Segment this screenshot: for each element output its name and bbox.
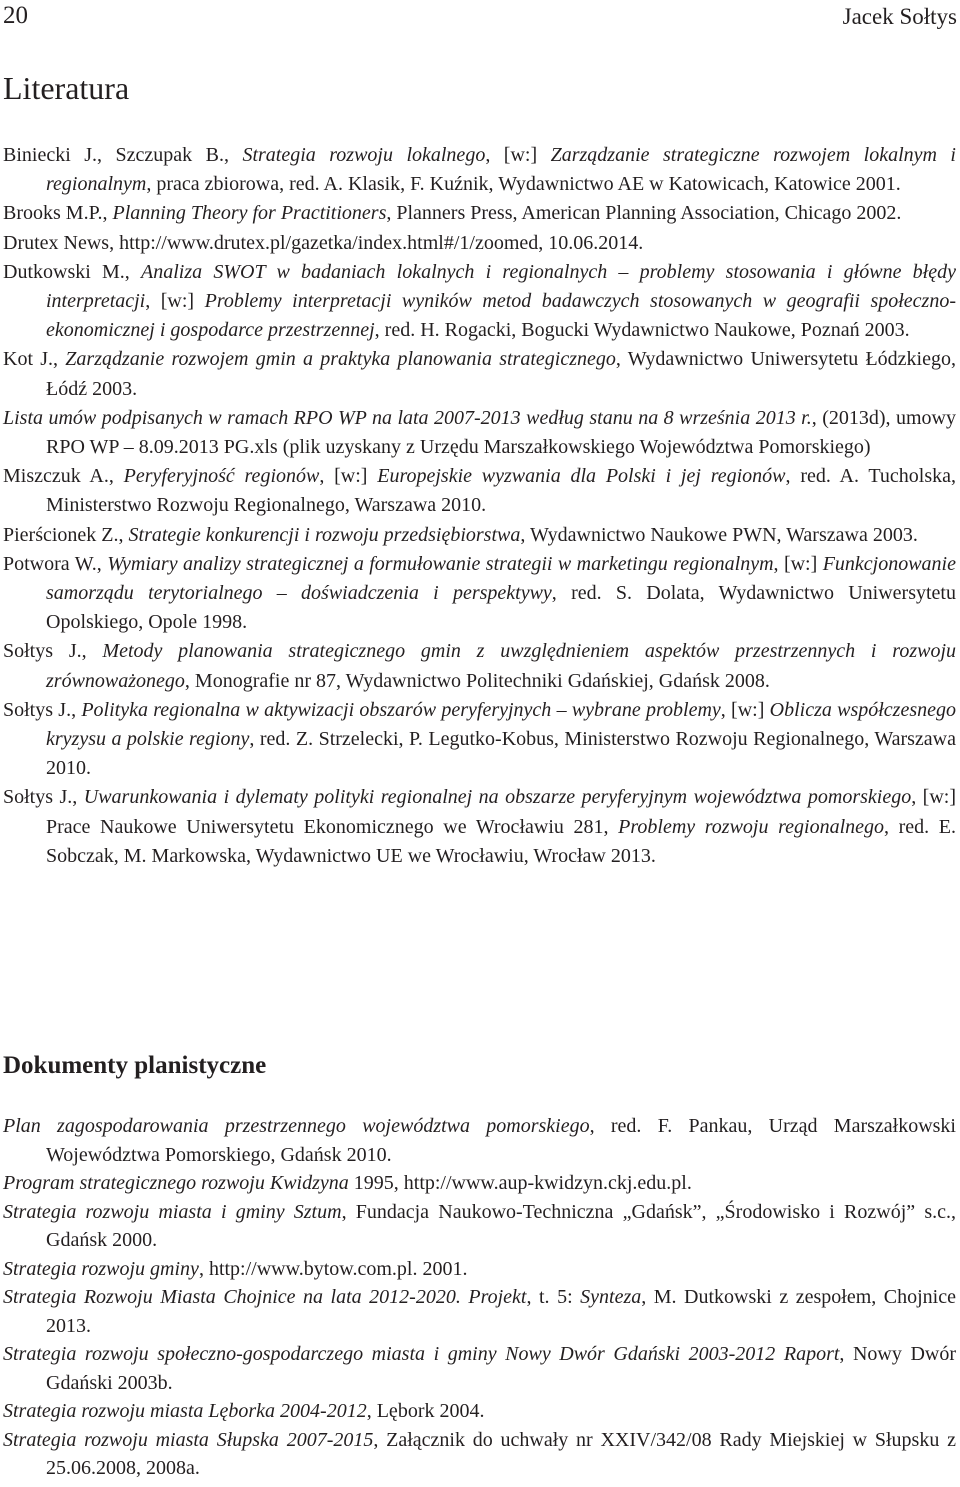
entry-title-text: Lista umów podpisanych w ramach RPO WP na lata 2007-2013 według stanu na 8 września 2013 r. — [3, 406, 812, 429]
entry-title-text: Europejskie wyzwania dla Polski i jej regionów — [377, 465, 786, 488]
entry-title-text: Strategia rozwoju społeczno-gospodarczego miasta i gminy Nowy Dwór Gdański 2003-2012 Raport — [3, 1343, 840, 1365]
entry-text: Dutkowski M., — [3, 260, 142, 283]
entry-text: Sołtys J., — [3, 698, 82, 721]
entry-text: , [w:] — [145, 290, 205, 313]
entry-title-text: Strategie konkurencji i rozwoju przedsiębiorstwa — [128, 523, 521, 546]
entry-title-text: Strategia rozwoju miasta Lęborka 2004-2012 — [3, 1400, 367, 1422]
entry-text: Potwora W., — [3, 552, 108, 575]
list-item — [3, 345, 956, 403]
entry-text: , [w:] — [773, 552, 823, 575]
entry-title-text: Program strategicznego rozwoju Kwidzyna — [3, 1172, 349, 1194]
entry-text: Drutex News, http://www.drutex.pl/gazetka/index.html#/1/zoomed, 10.06.2014. — [3, 231, 644, 254]
page-header — [0, 0, 960, 40]
entry-text: , red. F. Pankau, Urząd Marszałkowski Województwa Pomorskiego, Gdańsk 2010. — [46, 1115, 956, 1166]
entry-title-text: Strategia rozwoju gminy — [3, 1257, 199, 1280]
entry-text: , Wydawnictwo Naukowe PWN, Warszawa 2003. — [520, 523, 918, 546]
list-item — [3, 1426, 956, 1483]
entry-title-text: Problemy rozwoju regionalnego — [618, 815, 885, 838]
entry-title-text: Synteza — [580, 1286, 642, 1308]
list-item — [3, 521, 956, 550]
list-item — [3, 199, 956, 228]
entry-text: , [w:] Prace Naukowe Uniwersytetu Ekonomicznego we Wrocławiu 281, — [46, 786, 956, 838]
running-head-author: Jacek Sołtys — [842, 4, 957, 29]
list-item — [3, 783, 956, 871]
list-item — [3, 1198, 956, 1255]
entry-title-text: Planning Theory for Practitioners — [112, 202, 387, 225]
entry-text: , red. Z. Strzelecki, P. Legutko-Kobus, Ministerstwo Rozwoju Regionalnego, Warszawa 2010. — [46, 728, 956, 780]
list-item — [3, 462, 956, 520]
entry-text: , t. 5: — [526, 1286, 581, 1308]
entry-text: , red. S. Dolata, Wydawnictwo Uniwersytetu Opolskiego, Opole 1998. — [46, 582, 956, 634]
section-title-dokumenty: Dokumenty planistyczne — [3, 1052, 267, 1079]
entry-text: , Nowy Dwór Gdański 2003b. — [46, 1343, 956, 1394]
entry-text: Brooks M.P., — [3, 202, 113, 225]
list-item — [3, 696, 956, 784]
entry-text: , Lębork 2004. — [366, 1400, 485, 1422]
entry-text: , red. H. Rogacki, Bogucki Wydawnictwo Naukowe, Poznań 2003. — [374, 319, 910, 342]
entry-text: , Załącznik do uchwały nr XXIV/342/08 Rady Miejskiej w Słupsku z 25.06.2008, 2008a. — [46, 1428, 956, 1479]
entry-text: Kot J., — [3, 348, 66, 371]
entry-text: , Fundacja Naukowo-Techniczna „Gdańsk”, „Środowisko i Rozwój” s.c., Gdańsk 2000. — [46, 1200, 957, 1251]
entry-title-text: Oblicza współczesnego kryzysu a polskie regiony — [46, 698, 957, 751]
entry-title-text: Zarządzanie rozwojem gmin a praktyka planowania strategicznego — [65, 348, 616, 371]
entry-title-text: Plan zagospodarowania przestrzennego województwa pomorskiego — [3, 1115, 590, 1137]
list-item — [3, 1112, 956, 1169]
page-number: 20 — [3, 2, 28, 29]
entry-title-text: Peryferyjność regionów — [123, 465, 320, 488]
entry-text: Sołtys J., — [3, 640, 103, 663]
entry-text: , M. Dutkowski z zespołem, Chojnice 2013. — [46, 1286, 956, 1337]
entry-title-text: Strategia Rozwoju Miasta Chojnice na lata 2012-2020. Projekt — [3, 1286, 527, 1308]
list-item — [3, 258, 956, 346]
list-item — [3, 1340, 956, 1397]
entry-title-text: Metody planowania strategicznego gmin z uwzględnieniem aspektów przestrzennych i rozwoju zrównoważonego — [46, 640, 956, 692]
list-item — [3, 1397, 956, 1426]
entry-title-text: Uwarunkowania i dylematy polityki regionalnej na obszarze peryferyjnym województwa pomorskiego — [83, 786, 912, 809]
entry-text: Pierścionek Z., — [3, 523, 129, 546]
list-item — [3, 550, 956, 638]
entry-text: , red. A. Tucholska, Ministerstwo Rozwoju Regionalnego, Warszawa 2010. — [46, 465, 957, 517]
entry-title-text: Zarządzanie strategiczne rozwojem lokalnym i regionalnym — [46, 144, 956, 196]
entry-title-text: Strategia rozwoju miasta Słupska 2007-2015 — [3, 1428, 374, 1451]
entry-text: , praca zbiorowa, red. A. Klasik, F. Kuźnik, Wydawnictwo AE w Katowicach, Katowice 2001. — [146, 173, 901, 196]
documents-list — [3, 1112, 956, 1483]
list-item — [3, 1255, 956, 1284]
entry-title-text: Polityka regionalna w aktywizacji obszarów peryferyjnych – wybrane problemy — [81, 698, 721, 721]
entry-title-text: Problemy interpretacji wyników metod badawczych stosowanych w geografii społeczno-ekonomicznej i gospodarce przestrzennej — [46, 290, 957, 342]
list-item — [3, 404, 956, 462]
entry-title-text: Funkcjonowanie samorządu terytorialnego – doświadczenia i perspektywy — [46, 552, 956, 605]
entry-text: , [w:] — [319, 465, 378, 488]
entry-text: Biniecki J., Szczupak B., — [3, 144, 243, 166]
list-item — [3, 1283, 956, 1340]
entry-text: , Monografie nr 87, Wydawnictwo Politechniki Gdańskiej, Gdańsk 2008. — [184, 669, 770, 692]
entry-text: 1995, http://www.aup-kwidzyn.ckj.edu.pl. — [348, 1172, 692, 1194]
entry-title-text: Strategia rozwoju miasta i gminy Sztum — [3, 1200, 342, 1223]
entry-title-text: Strategia rozwoju lokalnego — [242, 144, 486, 166]
list-item — [3, 229, 956, 258]
entry-text: , http://www.bytow.com.pl. 2001. — [198, 1257, 468, 1280]
entry-text: , red. E. Sobczak, M. Markowska, Wydawnictwo UE we Wrocławiu, Wrocław 2013. — [46, 815, 957, 867]
entry-text: , Planners Press, American Planning Association, Chicago 2002. — [386, 202, 902, 225]
entry-text: , [w:] — [485, 144, 551, 166]
section-title-literatura: Literatura — [3, 70, 130, 106]
entry-title-text: Wymiary analizy strategicznej a formułowanie strategii w marketingu regionalnym — [107, 552, 774, 575]
list-item — [3, 1169, 956, 1198]
entry-text: , Wydawnictwo Uniwersytetu Łódzkiego, Łódź 2003. — [46, 348, 956, 400]
entry-text: , (2013d), umowy RPO WP – 8.09.2013 PG.xls (plik uzyskany z Urzędu Marszałkowskiego Województwa Pomorskiego) — [46, 406, 956, 459]
list-item — [3, 141, 956, 199]
entry-title-text: Analiza SWOT w badaniach lokalnych i regionalnych – problemy stosowania i główne błędy interpretacji — [46, 260, 956, 313]
bibliography-list — [3, 141, 956, 871]
entry-text: , [w:] — [720, 698, 770, 721]
entry-text: Sołtys J., — [3, 786, 84, 809]
entry-text: Miszczuk A., — [3, 465, 124, 488]
list-item — [3, 637, 956, 695]
